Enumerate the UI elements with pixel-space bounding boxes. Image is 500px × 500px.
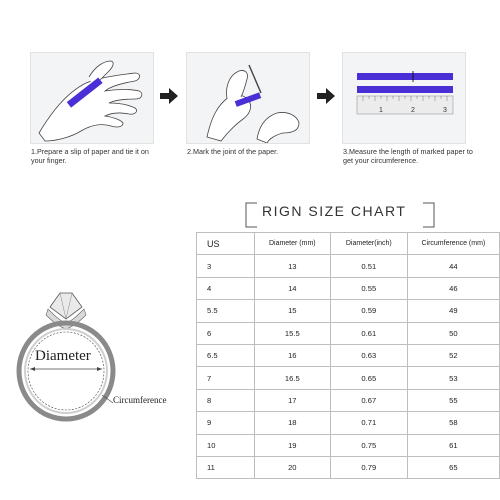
cell-diameter-inch: 0.55 [330, 277, 407, 299]
header-circumference-mm: Circumference (mm) [407, 233, 499, 255]
step1-illustration [30, 52, 154, 144]
cell-diameter-inch: 0.63 [330, 344, 407, 366]
hand-with-paper-icon [31, 53, 153, 143]
cell-circumference-mm: 49 [407, 300, 499, 322]
cell-diameter-inch: 0.65 [330, 367, 407, 389]
right-arrow-icon [317, 88, 335, 104]
cell-diameter-inch: 0.51 [330, 255, 407, 277]
step3-illustration [342, 52, 466, 144]
cell-diameter-mm: 17 [254, 389, 330, 411]
table-row [197, 322, 500, 344]
cell-circumference-mm: 53 [407, 367, 499, 389]
cell-us: 6 [197, 322, 255, 344]
cell-diameter-mm: 18 [254, 412, 330, 434]
marking-hand-icon [187, 53, 309, 143]
diameter-label: Diameter [35, 348, 91, 364]
cell-us: 9 [197, 412, 255, 434]
cell-circumference-mm: 52 [407, 344, 499, 366]
cell-diameter-mm: 16.5 [254, 367, 330, 389]
table-row [197, 300, 500, 322]
cell-us: 3 [197, 255, 255, 277]
table-row [197, 344, 500, 366]
cell-diameter-inch: 0.71 [330, 412, 407, 434]
step3-caption: 3.Measure the length of marked paper to get your circumference. [343, 147, 473, 165]
cell-diameter-mm: 16 [254, 344, 330, 366]
table-row [197, 412, 500, 434]
cell-diameter-mm: 13 [254, 255, 330, 277]
ruler-tick-1: 1 [379, 107, 383, 114]
cell-circumference-mm: 58 [407, 412, 499, 434]
cell-diameter-inch: 0.67 [330, 389, 407, 411]
size-chart-title: RIGN SIZE CHART [262, 203, 407, 219]
cell-diameter-inch: 0.59 [330, 300, 407, 322]
cell-circumference-mm: 65 [407, 456, 499, 478]
cell-diameter-mm: 19 [254, 434, 330, 456]
header-us: US [197, 233, 255, 255]
table-header-row [197, 233, 500, 255]
table-row [197, 434, 500, 456]
ruler-tick-3: 3 [443, 107, 447, 114]
cell-us: 8 [197, 389, 255, 411]
ruler-tick-2: 2 [411, 107, 415, 114]
ruler-icon [343, 53, 465, 143]
step2-caption: 2.Mark the joint of the paper. [187, 147, 279, 156]
cell-circumference-mm: 61 [407, 434, 499, 456]
cell-diameter-mm: 20 [254, 456, 330, 478]
cell-us: 4 [197, 277, 255, 299]
cell-circumference-mm: 50 [407, 322, 499, 344]
cell-diameter-inch: 0.75 [330, 434, 407, 456]
table-row [197, 255, 500, 277]
cell-us: 5.5 [197, 300, 255, 322]
cell-circumference-mm: 46 [407, 277, 499, 299]
cell-diameter-mm: 15 [254, 300, 330, 322]
header-diameter-inch: Diameter(inch) [330, 233, 407, 255]
circumference-label: Circumference [113, 395, 167, 405]
table-row [197, 389, 500, 411]
cell-us: 11 [197, 456, 255, 478]
table-row [197, 456, 500, 478]
table-row [197, 367, 500, 389]
cell-diameter-mm: 15.5 [254, 322, 330, 344]
cell-circumference-mm: 44 [407, 255, 499, 277]
cell-diameter-inch: 0.61 [330, 322, 407, 344]
ring-size-table [196, 232, 500, 479]
header-diameter-mm: Diameter (mm) [254, 233, 330, 255]
cell-us: 6.5 [197, 344, 255, 366]
cell-diameter-mm: 14 [254, 277, 330, 299]
cell-us: 10 [197, 434, 255, 456]
cell-us: 7 [197, 367, 255, 389]
cell-diameter-inch: 0.79 [330, 456, 407, 478]
step1-caption: 1.Prepare a slip of paper and tie it on your finger. [31, 147, 149, 165]
table-row [197, 277, 500, 299]
right-arrow-icon [160, 88, 178, 104]
step2-illustration [186, 52, 310, 144]
cell-circumference-mm: 55 [407, 389, 499, 411]
